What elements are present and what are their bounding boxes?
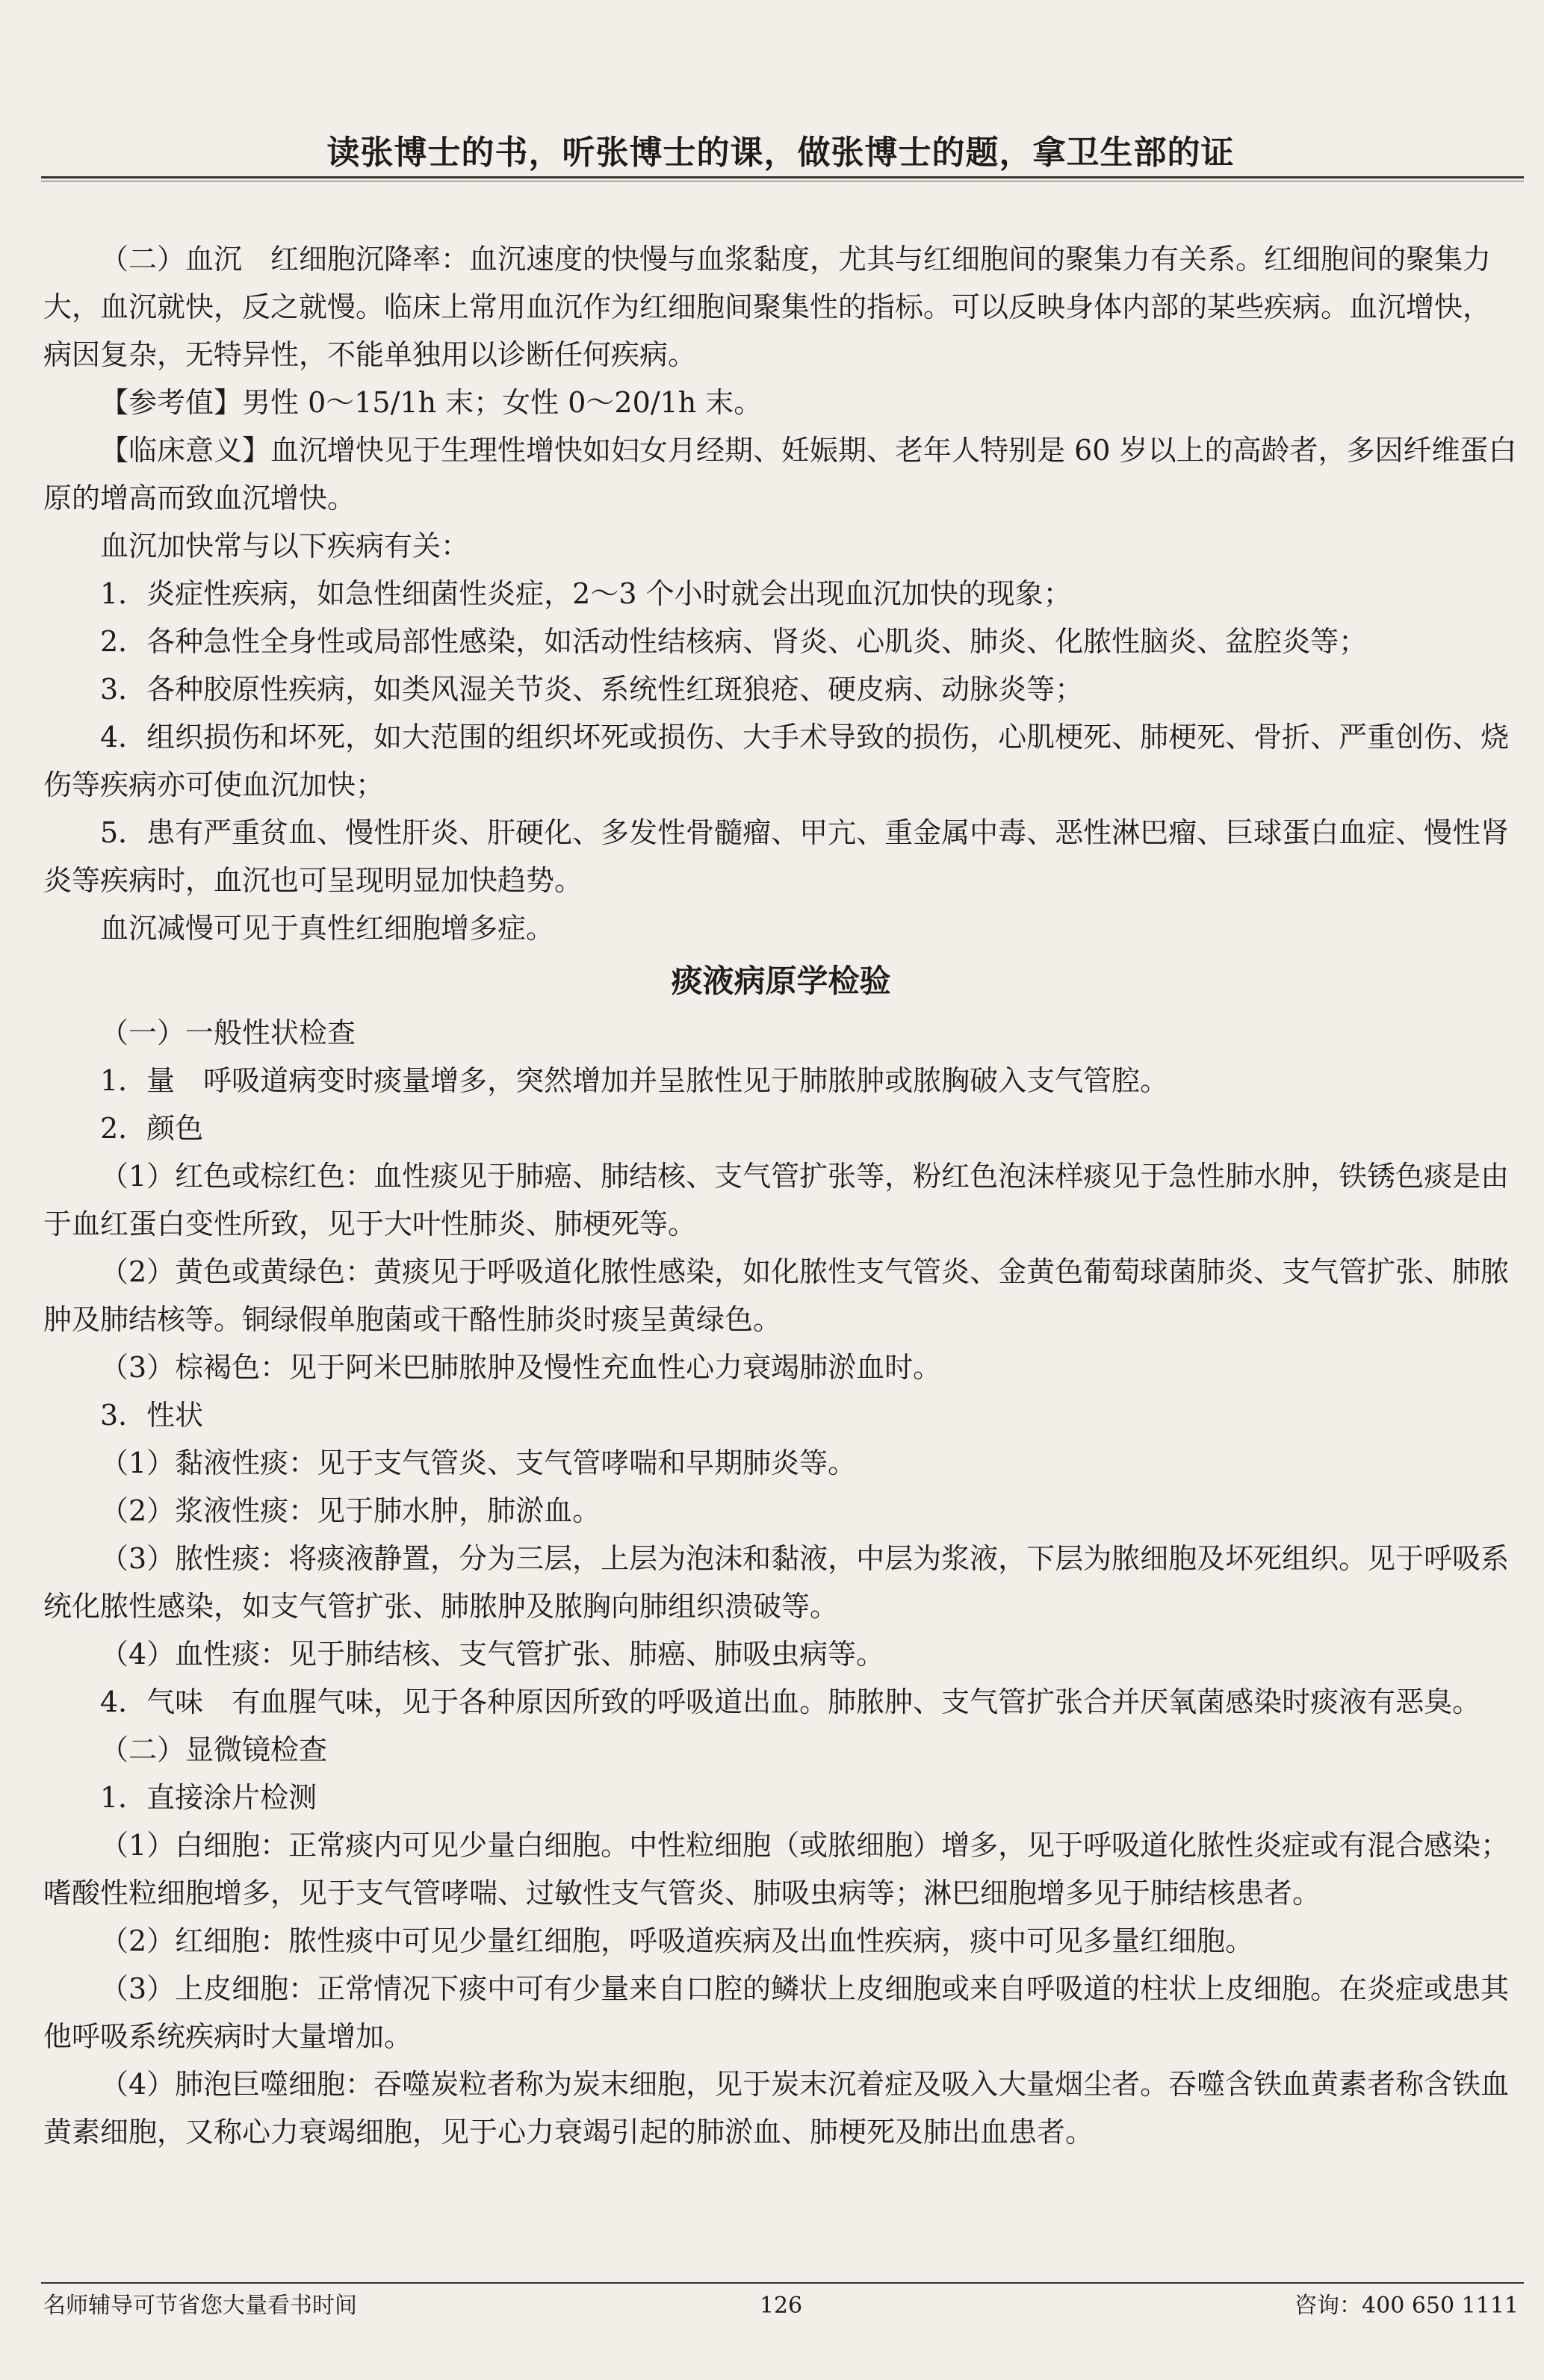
paragraph: （2）浆液性痰：见于肺水肿，肺淤血。 <box>100 1494 601 1527</box>
paragraph: （4）肺泡巨噬细胞：吞噬炭粒者称为炭末细胞，见于炭末沉着症及吸入大量烟尘者。吞噬含铁血黄素者称含铁血黄素细胞，又称心力衰竭细胞，见于心力衰竭引起的肺淤血、肺梗死及肺出血患者。 <box>43 2068 1510 2148</box>
paragraph: （1）白细胞：正常痰内可见少量白细胞。中性粒细胞（或脓细胞）增多，见于呼吸道化脓性炎症或有混合感染；嗜酸性粒细胞增多，见于支气管哮喘、过敏性支气管炎、肺吸虫病等；淋巴细胞增多见于肺结核患者。 <box>43 1829 1510 1910</box>
list-item: 2．各种急性全身性或局部性感染，如活动性结核病、肾炎、心肌炎、肺炎、化脓性脑炎、盆腔炎等； <box>100 625 1368 658</box>
subsection-heading: 2．颜色 <box>100 1112 204 1145</box>
subsection-heading: （一）一般性状检查 <box>100 1016 356 1049</box>
subsection-heading: （二）显微镜检查 <box>100 1733 328 1766</box>
page-header-title: 读张博士的书，听张博士的课，做张博士的题，拿卫生部的证 <box>326 134 1235 172</box>
page-content <box>43 235 1519 2156</box>
paragraph: （3）棕褐色：见于阿米巴肺脓肿及慢性充血性心力衰竭肺淤血时。 <box>100 1351 942 1384</box>
paragraph: （1）红色或棕红色：血性痰见于肺癌、肺结核、支气管扩张等，粉红色泡沫样痰见于急性肺水肿，铁锈色痰是由于血红蛋白变性所致，见于大叶性肺炎、肺梗死等。 <box>43 1160 1510 1240</box>
list-item: 3．各种胶原性疾病，如类风湿关节炎、系统性红斑狼疮、硬皮病、动脉炎等； <box>100 673 1084 706</box>
paragraph: （1）黏液性痰：见于支气管炎、支气管哮喘和早期肺炎等。 <box>100 1447 857 1479</box>
footer-slogan: 名师辅导可节省您大量看书时间 <box>43 2293 357 2319</box>
paragraph: 4．气味 有血腥气味，见于各种原因所致的呼吸道出血。肺脓肿、支气管扩张合并厌氧菌感染时痰液有恶臭。 <box>100 1685 1481 1718</box>
paragraph-reference-value: 【参考值】男性 0～15/1h 末；女性 0～20/1h 末。 <box>100 386 763 419</box>
paragraph: （4）血性痰：见于肺结核、支气管扩张、肺癌、肺吸虫病等。 <box>100 1638 885 1671</box>
paragraph-related-diseases: 血沉加快常与以下疾病有关： <box>100 529 470 562</box>
paragraph: （2）红细胞：脓性痰中可见少量红细胞，呼吸道疾病及出血性疾病，痰中可见多量红细胞。 <box>100 1924 1254 1957</box>
paragraph-esr-slowdown: 血沉减慢可见于真性红细胞增多症。 <box>100 912 555 945</box>
subsection-heading: 3．性状 <box>100 1399 204 1432</box>
paragraph: （3）脓性痰：将痰液静置，分为三层，上层为泡沫和黏液，中层为浆液，下层为脓细胞及坏死组织。见于呼吸系统化脓性感染，如支气管扩张、肺脓肿及脓胸向肺组织溃破等。 <box>43 1542 1510 1623</box>
footer-divider <box>41 2282 1524 2284</box>
paragraph: 1．量 呼吸道病变时痰量增多，突然增加并呈脓性见于肺脓肿或脓胸破入支气管腔。 <box>100 1064 1169 1097</box>
list-item: 5．患有严重贫血、慢性肝炎、肝硬化、多发性骨髓瘤、甲亢、重金属中毒、恶性淋巴瘤、巨球蛋白血症、慢性肾炎等疾病时，血沉也可呈现明显加快趋势。 <box>43 816 1510 897</box>
paragraph-clinical-significance: 【临床意义】血沉增快见于生理性增快如妇女月经期、妊娠期、老年人特别是 60 岁以上的高龄者，多因纤维蛋白原的增高而致血沉增快。 <box>43 434 1517 515</box>
paragraph: （2）黄色或黄绿色：黄痰见于呼吸道化脓性感染，如化脓性支气管炎、金黄色葡萄球菌肺炎、支气管扩张、肺脓肿及肺结核等。铜绿假单胞菌或干酪性肺炎时痰呈黄绿色。 <box>43 1255 1510 1336</box>
list-item: 4．组织损伤和坏死，如大范围的组织坏死或损伤、大手术导致的损伤，心肌梗死、肺梗死、骨折、严重创伤、烧伤等疾病亦可使血沉加快； <box>43 721 1510 801</box>
header-divider <box>41 176 1524 178</box>
subsection-heading: 1．直接涂片检测 <box>100 1781 317 1814</box>
paragraph: （3）上皮细胞：正常情况下痰中可有少量来自口腔的鳞状上皮细胞或来自呼吸道的柱状上皮细胞。在炎症或患其他呼吸系统疾病时大量增加。 <box>43 1972 1510 2053</box>
page-number: 126 <box>759 2293 803 2319</box>
section-title: 痰液病原学检验 <box>671 963 891 999</box>
footer-contact: 咨询：400 650 1111 <box>1295 2293 1519 2319</box>
paragraph-esr-intro: （二）血沉 红细胞沉降率：血沉速度的快慢与血浆黏度，尤其与红细胞间的聚集力有关系。红细胞间的聚集力大，血沉就快，反之就慢。临床上常用血沉作为红细胞间聚集性的指标。可以反映身体内部的某些疾病。血沉增快，病因复杂，无特异性，不能单独用以诊断任何疾病。 <box>43 243 1492 371</box>
list-item: 1．炎症性疾病，如急性细菌性炎症，2～3 个小时就会出现血沉加快的现象； <box>100 577 1072 610</box>
